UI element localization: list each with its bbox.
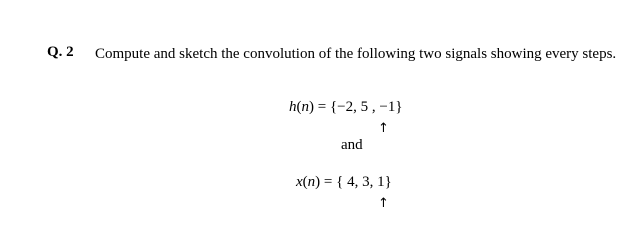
signal-h-function: h <box>289 99 297 115</box>
signal-x-variable: n <box>307 174 316 190</box>
signal-h-equation: h(n) = {−2, 5 , −1} <box>289 99 403 115</box>
signal-x-values: { 4, 3, 1} <box>336 174 392 190</box>
question-text: Compute and sketch the convolution of the following two signals showing every steps. <box>95 46 617 62</box>
question-number: Q. 2 <box>47 44 74 60</box>
signal-x-function: x <box>296 174 303 190</box>
connector-and: and <box>341 137 363 153</box>
signal-h-values: {−2, 5 , −1} <box>329 99 403 115</box>
signal-h-origin-arrow-icon: ↑ <box>378 121 389 136</box>
signal-x-origin-arrow-icon: ↑ <box>378 196 389 211</box>
signal-h-variable: n <box>301 99 309 115</box>
signal-x-equation: x(n) = { 4, 3, 1} <box>296 174 392 190</box>
